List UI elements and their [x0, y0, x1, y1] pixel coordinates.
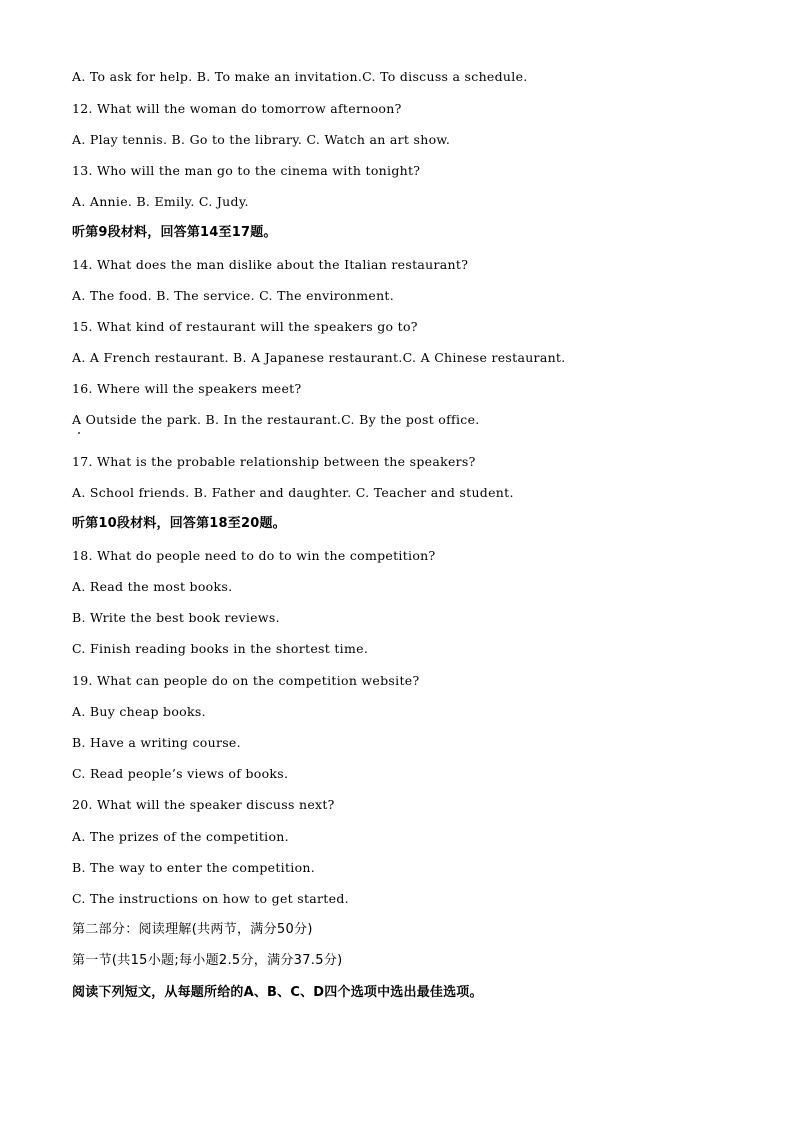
q19-question: 19. What can people do on the competition website?	[72, 673, 420, 688]
q20-question: 20. What will the speaker discuss next?	[72, 797, 335, 812]
q13-options: A. Annie. B. Emily. C. Judy.	[72, 194, 249, 209]
q18-option-a: A. Read the most books.	[72, 579, 233, 594]
part-two-heading: 第二部分：阅读理解(共两节，满分50分)	[72, 922, 313, 937]
q17-options: A. School friends. B. Father and daughter. C. Teacher and student.	[72, 485, 514, 500]
section-9-heading: 听第9段材料，回答第14至17题。	[72, 225, 277, 240]
q20-option-b: B. The way to enter the competition.	[72, 860, 316, 875]
reading-instructions: 阅读下列短文，从每题所给的A、B、C、D四个选项中选出最佳选项。	[72, 985, 483, 1000]
q12-question: 12. What will the woman do tomorrow afternoon?	[72, 101, 402, 116]
q18-option-c: C. Finish reading books in the shortest time.	[72, 641, 369, 656]
q20-option-a: A. The prizes of the competition.	[72, 829, 289, 844]
q11-options: A. To ask for help. B. To make an invitation.C. To discuss a schedule.	[72, 69, 528, 84]
q12-options: A. Play tennis. B. Go to the library. C. Watch an art show.	[72, 132, 451, 147]
q14-question: 14. What does the man dislike about the Italian restaurant?	[72, 257, 469, 272]
q18-option-b: B. Write the best book reviews.	[72, 610, 280, 625]
stray-mark	[78, 432, 80, 434]
q19-option-a: A. Buy cheap books.	[72, 704, 206, 719]
q17-question: 17. What is the probable relationship between the speakers?	[72, 454, 476, 469]
q16-options: A Outside the park. B. In the restaurant.C. By the post office.	[72, 412, 480, 427]
section-10-heading: 听第10段材料，回答第18至20题。	[72, 516, 286, 531]
q15-options: A. A French restaurant. B. A Japanese restaurant.C. A Chinese restaurant.	[72, 350, 566, 365]
q19-option-c: C. Read people’s views of books.	[72, 766, 289, 781]
q19-option-b: B. Have a writing course.	[72, 735, 241, 750]
q18-question: 18. What do people need to do to win the competition?	[72, 548, 436, 563]
section-one-heading: 第一节(共15小题;每小题2.5分，满分37.5分)	[72, 953, 343, 968]
q13-question: 13. Who will the man go to the cinema with tonight?	[72, 163, 421, 178]
q20-option-c: C. The instructions on how to get started.	[72, 891, 349, 906]
q16-question: 16. Where will the speakers meet?	[72, 381, 302, 396]
q14-options: A. The food. B. The service. C. The environment.	[72, 288, 395, 303]
q15-question: 15. What kind of restaurant will the speakers go to?	[72, 319, 418, 334]
